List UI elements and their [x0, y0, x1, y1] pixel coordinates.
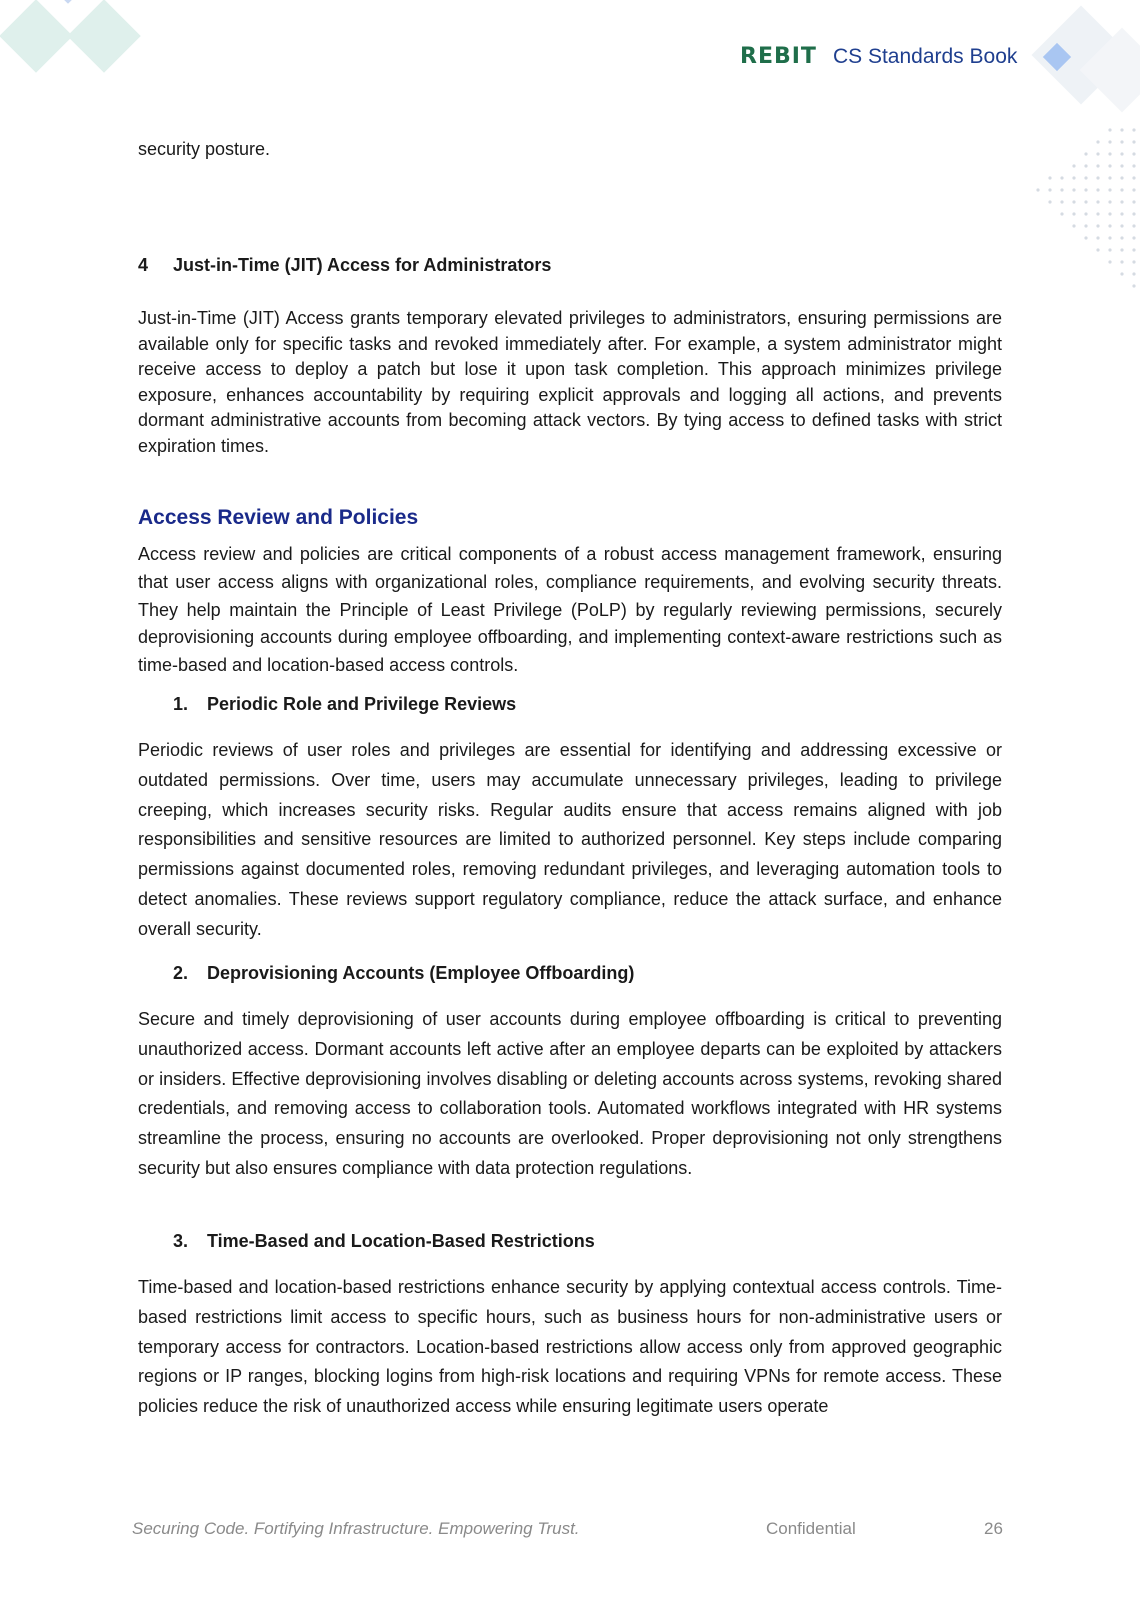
- footer-tagline: Securing Code. Fortifying Infrastructure. Empowering Trust.: [132, 1519, 580, 1538]
- section-number: 4: [138, 255, 149, 275]
- subheading-title: Time-Based and Location-Based Restrictions: [207, 1231, 595, 1251]
- subheading-restrictions: [173, 1231, 595, 1252]
- section-title: Just-in-Time (JIT) Access for Administrators: [173, 255, 552, 275]
- access-review-intro: Access review and policies are critical components of a robust access management framework, ensuring that user access aligns with organizational roles, compliance requirements, and evolving security threats. They help maintain the Principle of Least Privilege (PoLP) by regularly reviewing permissions, securely deprovisioning accounts during employee offboarding, and implementing context-aware restrictions such as time-based and location-based access controls.: [138, 544, 1002, 676]
- corner-decoration-left: [0, 0, 160, 90]
- subheading-periodic-reviews: [173, 694, 516, 715]
- company-logo: REBIT: [740, 44, 817, 69]
- decor-diamond: [0, 0, 73, 73]
- deprovisioning-paragraph: Secure and timely deprovisioning of user accounts during employee offboarding is critical to preventing unauthorized access. Dormant accounts left active after an employee departs can be exploited by attackers or insiders. Effective deprovisioning involves disabling or deleting accounts across systems, revoking shared credentials, and removing access to collaboration tools. Automated workflows integrated with HR systems streamline the process, ensuring no accounts are overlooked. Proper deprovisioning not only strengthens security but also ensures compliance with data protection regulations.: [138, 1009, 1002, 1178]
- list-number: 1.: [173, 694, 189, 714]
- decor-diamond: [48, 0, 88, 4]
- section-4-heading: [138, 255, 551, 276]
- subheading-title: Periodic Role and Privilege Reviews: [207, 694, 517, 714]
- page-header: [740, 44, 1067, 69]
- list-number: 2.: [173, 963, 189, 983]
- list-number: 3.: [173, 1231, 189, 1251]
- document-title: CS Standards Book: [832, 44, 1018, 68]
- subheading-deprovisioning: [173, 963, 634, 984]
- jit-paragraph: Just-in-Time (JIT) Access grants temporary elevated privileges to administrators, ensuring permissions are available only for specific tasks and revoked immediately after. For example, a system administrator might receive access to deploy a patch but lose it upon task completion. This approach minimizes privilege exposure, enhances accountability by requiring explicit approvals and logging all actions, and prevents dormant administrative accounts from becoming attack vectors. By tying access to defined tasks with strict expiration times.: [138, 308, 1002, 456]
- header-diamond-icon: [1043, 42, 1071, 70]
- subheading-title: Deprovisioning Accounts (Employee Offboarding): [207, 963, 635, 983]
- decor-diamond: [67, 0, 141, 73]
- page-number: 26: [984, 1519, 1003, 1538]
- footer-classification: Confidential: [766, 1519, 856, 1538]
- restrictions-paragraph: Time-based and location-based restrictions enhance security by applying contextual access controls. Time-based restrictions limit access to specific hours, such as business hours for non-administrative users or temporary access for contractors. Location-based restrictions allow access only from approved geographic regions or IP ranges, blocking logins from high-risk locations and requiring VPNs for remote access. These policies reduce the risk of unauthorized access while ensuring legitimate users operate: [138, 1277, 1002, 1417]
- continued-text: security posture.: [138, 139, 271, 159]
- access-review-heading: Access Review and Policies: [138, 506, 419, 529]
- periodic-reviews-paragraph: Periodic reviews of user roles and privileges are essential for identifying and addressing excessive or outdated permissions. Over time, users may accumulate unnecessary privileges, leading to privilege creeping, which increases security risks. Regular audits ensure that access remains aligned with job responsibilities and sensitive resources are limited to authorized personnel. Key steps include comparing permissions against documented roles, removing redundant privileges, and leveraging automation tools to detect anomalies. These reviews support regulatory compliance, reduce the attack surface, and enhance overall security.: [138, 740, 1002, 939]
